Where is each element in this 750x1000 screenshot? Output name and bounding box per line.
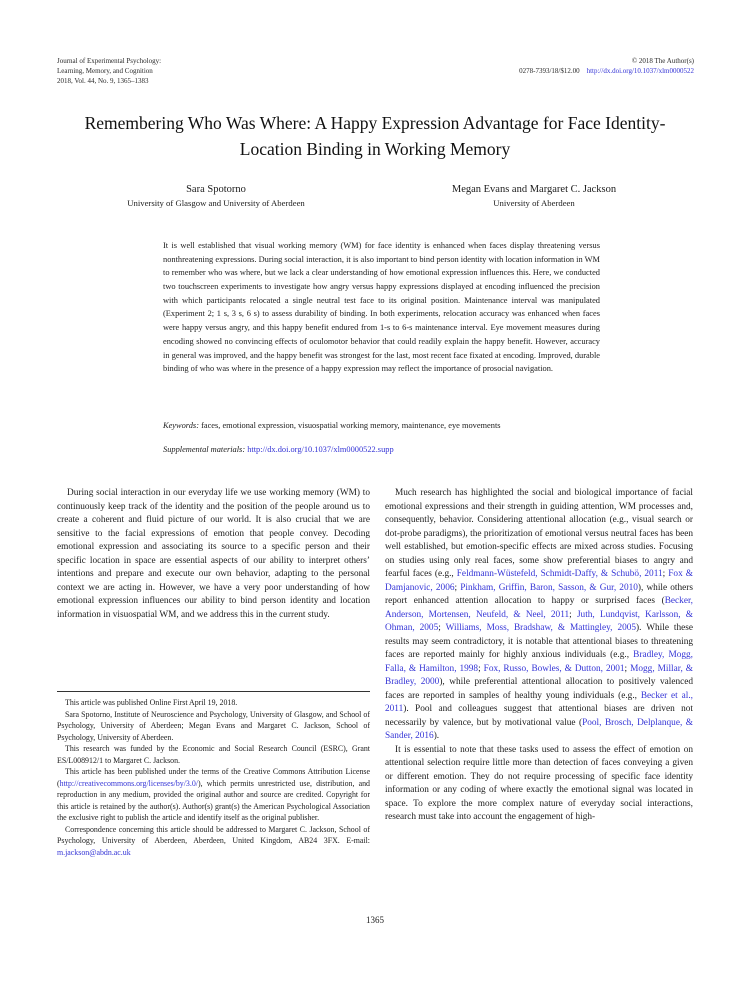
footnote-divider (57, 691, 370, 692)
citation-link[interactable]: Fox, Russo, Bowles, & Dutton, 2001 (483, 663, 625, 674)
copyright-line: © 2018 The Author(s) (631, 57, 694, 65)
page-number: 1365 (366, 915, 384, 925)
footnote-paragraph: Correspondence concerning this article should be addressed to Margaret C. Jackson, School of Psychology, University of Aberdeen, Aberdeen, United Kingdom, AB24 3FX. E-mail: m.jackson@abdn.ac.uk (57, 824, 370, 857)
body-paragraph: It is essential to note that these tasks used to assess the effect of emotion on attentional selection require little more than detection of faces conveying a given or different emotion. They do not require processing of specific face identity information or any coding of where exactly the emotional signal was located in space. To explore the more complex nature of everyday social interactions, research must take into account the engagement of high- (385, 744, 693, 823)
footnote-paragraph: This article has been published under the terms of the Creative Commons Attribution License (http://creativecommons.org/licenses/by/3.0/), which permits unrestricted use, distribution, and reproduction in any medium, provided the original author and source are credited. Copyright for this article is retained by the author(s). Author(s) grant(s) the American Psychological Association the exclusive right to publish the article and identify itself as the original publisher. (57, 767, 370, 823)
citation-link[interactable]: Becker, Anderson, Mortensen, Neufeld, & Neel, 2011 (385, 596, 693, 620)
journal-info (57, 57, 161, 86)
citation-link[interactable]: Feldmann-Wüstefeld, Schmidt-Daffy, & Schubö, 2011 (456, 569, 663, 580)
citation-link[interactable]: Juth, Lundqvist, Karlsson, & Ohman, 2005 (385, 609, 693, 634)
author-affiliation: University of Glasgow and University of Aberdeen (127, 197, 305, 208)
abstract-text: It is well established that visual working memory (WM) for face identity is enhanced when faces display threatening versus nonthreatening expressions. During social interaction, it is also important to bind person identity with location information in WM to remember who was where, but we lack a clear understanding of how emotional expression influences this. Here, we conducted two touchscreen experiments to investigate how angry versus happy expressions displayed at encoding influenced the precision with which participants relocated a single neutral test face to its original position. Maintenance interval was manipulated (Experiment 2; 1 s, 3 s, 6 s) to assess durability of binding. In both experiments, relocation accuracy was enhanced when faces were happy versus angry, and this happy benefit endured from 1-s to 6-s maintenance interval. Eye movement measures during encoding showed no convincing effects of oculomotor behavior that could readily explain the happy benefit. However, accuracy in general was improved, and the happy benefit was strongest for the last, most recent face fixated at encoding. Improved, durable binding of who was where in the presence of a happy expression may reflect the importance of prosocial navigation. (163, 241, 600, 374)
citation-link[interactable]: Mogg, Millar, & Bradley, 2000 (385, 663, 694, 688)
footnote-paragraph: This research was funded by the Economic and Social Research Council (ESRC), Grant ES/L008912/1 to Margaret C. Jackson. (57, 744, 370, 765)
footnote-paragraph: Sara Spotorno, Institute of Neuroscience and Psychology, University of Glasgow, and School of Psychology, University of Aberdeen; Megan Evans and Margaret C. Jackson, School of Psychology, University of Aberdeen. (57, 709, 370, 742)
journal-name-line1: Journal of Experimental Psychology: (57, 57, 162, 65)
journal-volume-line: 2018, Vol. 44, No. 9, 1365–1383 (57, 76, 149, 85)
footnote-paragraph: This article was published Online First April 19, 2018. (65, 698, 238, 707)
author-name: Sara Spotorno (186, 184, 246, 195)
body-paragraph: During social interaction in our everyday life we use working memory (WM) to continuously keep track of the identity and the position of the people around us to create a coherent and fluid picture of our world. It is also crucial that we are sensitive to the facial expressions of emotion that people convey. Decoding emotional expression and associating its source to a specific person and their specific location in space are essential aspects of our ability to interpret others’ intentions and prepare and execute our own behavior, adapting to the personal context we are acting in. However, we have a very poor understanding of how emotional expression influences our ability to bind person identity and location information in visuospatial WM, and we address this in the current study. (57, 488, 370, 620)
author-byline (57, 183, 693, 209)
supplemental-label: Supplemental materials: (163, 445, 246, 454)
citation-link[interactable]: Bradley, Mogg, Falla, & Hamilton, 1998 (385, 650, 693, 674)
keywords-label: Keywords: (163, 421, 199, 430)
citation-link[interactable]: Fox & Damjanovic, 2006 (385, 569, 693, 593)
citation-link[interactable]: Becker et al., 2011 (385, 690, 693, 715)
citation-link[interactable]: Pool, Brosch, Delplanque, & Sander, 2016 (385, 717, 693, 742)
author-name: Megan Evans and Margaret C. Jackson (451, 184, 617, 195)
author-note (57, 697, 370, 858)
author-affiliation: University of Aberdeen (493, 197, 575, 208)
issn-doi-line (519, 67, 694, 77)
body-column-left (57, 487, 370, 622)
keywords-text: faces, emotional expression, visuospatial working memory, maintenance, eye movements (201, 421, 501, 430)
citation-link[interactable]: Williams, Moss, Bradshaw, & Mattingley, 2005 (445, 623, 637, 634)
body-column-right (385, 487, 693, 825)
issn-code: 0278-7393/18/$12.00 (519, 66, 580, 75)
journal-name-line2: Learning, Memory, and Cognition (57, 66, 153, 75)
keywords-line (163, 420, 600, 433)
supplemental-link[interactable]: http://dx.doi.org/10.1037/xlm0000522.supp (247, 445, 394, 454)
citation-link[interactable]: Pinkham, Griffin, Baron, Sasson, & Gur, 2010 (460, 582, 638, 593)
doi-link[interactable]: http://dx.doi.org/10.1037/xlm0000522 (586, 66, 694, 75)
author-block-1 (57, 183, 375, 209)
citation-link[interactable]: m.jackson@abdn.ac.uk (57, 847, 131, 857)
page-header (57, 57, 694, 86)
citation-link[interactable]: http://creativecommons.org/licenses/by/3.0/ (59, 778, 198, 788)
body-paragraph: Much research has highlighted the social and biological importance of facial emotional expressions and their strength in guiding attention, WM processes and, consequently, behavior. Considering attentional allocation (e.g., visual search or dot-probe paradigms), the prioritization of emotional versus neutral faces has been well established, but emotion-specific effects are mixed across studies. Focusing on studies using only real faces, some show preferential biases to angry and fearful faces (e.g., Feldmann-Wüstefeld, Schmidt-Daffy, & Schubö, 2011; Fox & Damjanovic, 2006; Pinkham, Griffin, Baron, Sasson, & Gur, 2010), while others report enhanced attention allocation to happy or surprised faces (Becker, Anderson, Mortensen, Neufeld, & Neel, 2011; Juth, Lundqvist, Karlsson, & Ohman, 2005; Williams, Moss, Bradshaw, & Mattingley, 2005). While these results may seem contradictory, it is notable that attentional biases to threatening faces are reported mainly for highly anxious individuals (e.g., Bradley, Mogg, Falla, & Hamilton, 1998; Fox, Russo, Bowles, & Dutton, 2001; Mogg, Millar, & Bradley, 2000), while preferential attentional allocation to positively valenced faces are reported in samples of healthy young individuals (e.g., Becker et al., 2011). Pool and colleagues suggest that attentional biases are driven not necessarily by valence, but by motivational value (Pool, Brosch, Delplanque, & Sander, 2016). (385, 488, 694, 742)
author-block-2 (375, 183, 693, 209)
supplemental-line (163, 444, 600, 457)
copyright-info (519, 57, 694, 86)
article-title: Remembering Who Was Where: A Happy Expression Advantage for Face Identity-Location Binding in Working Memory (84, 113, 666, 160)
